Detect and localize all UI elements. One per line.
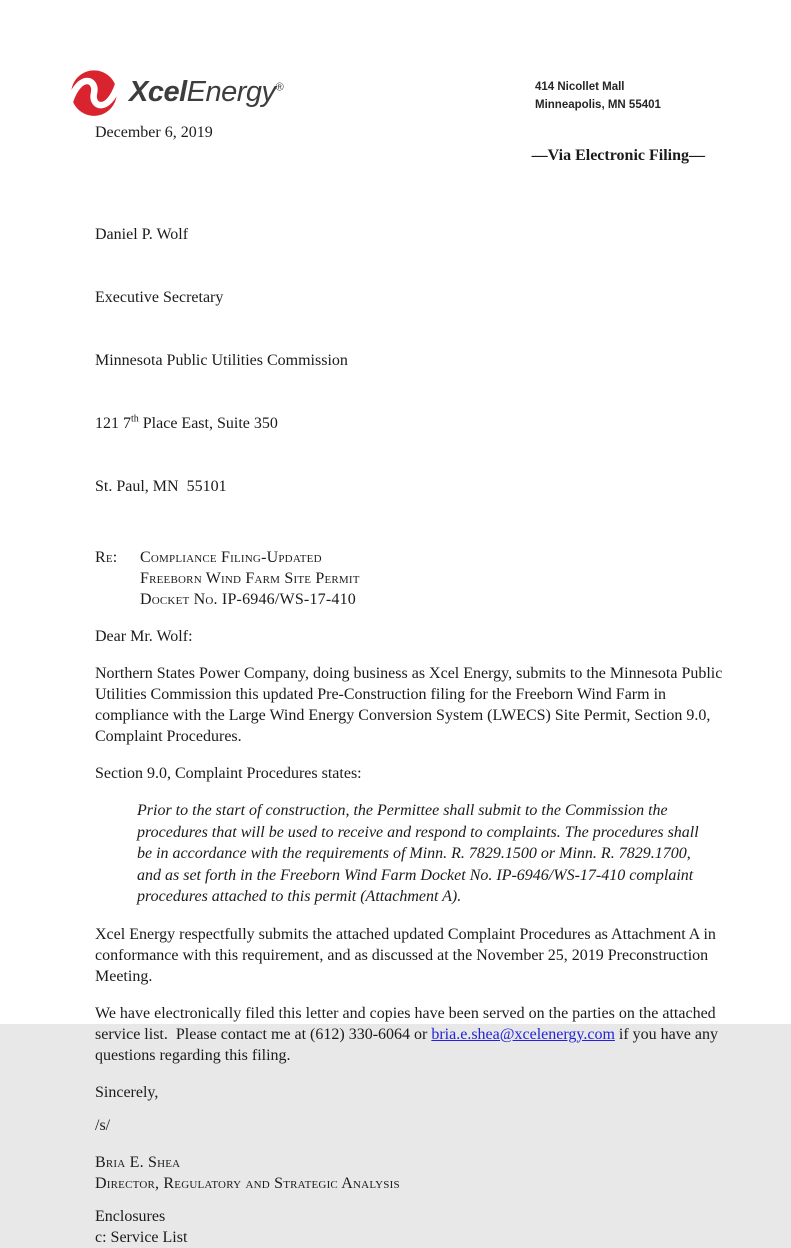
- recipient-street: [95, 413, 725, 434]
- signature-slash-mark: /s/: [95, 1116, 111, 1134]
- subject-block: [95, 547, 725, 610]
- enclosure-block: [95, 1206, 725, 1248]
- body-paragraph-4: [95, 1003, 725, 1066]
- via-electronic-filing: —Via Electronic Filing—: [531, 147, 705, 164]
- recipient-name: Daniel P. Wolf: [95, 226, 189, 243]
- signature-block: [95, 1152, 725, 1194]
- subject-label: Re:: [95, 549, 118, 566]
- brand-energy: Energy: [186, 75, 276, 108]
- recipient-street-number: 121 7: [95, 415, 131, 432]
- subject-line-3: Docket No. IP-6946/WS-17-410: [140, 591, 356, 608]
- cc-service-list: c: Service List: [95, 1228, 188, 1246]
- enclosures-note: Enclosures: [95, 1207, 166, 1225]
- contact-email-link[interactable]: bria.e.shea@xcelenergy.com: [431, 1025, 615, 1043]
- recipient-street-ordinal: th: [131, 413, 139, 425]
- recipient-city-state-zip: St. Paul, MN 55101: [95, 478, 227, 495]
- body-paragraph-4-pre: We have electronically filed this letter and copies have been served on the parties on the attached service list. Please contact me at (612) 330-6064 or: [95, 1004, 720, 1043]
- body-paragraph-4-post: if you have any questions regarding this filing.: [95, 1025, 722, 1064]
- recipient-title: Executive Secretary: [95, 289, 224, 306]
- company-address: [535, 78, 661, 114]
- signer-name: Bria E. Shea: [95, 1153, 181, 1171]
- salutation: Dear Mr. Wolf:: [95, 628, 193, 645]
- subject-line-1: Compliance Filing-Updated: [140, 549, 322, 566]
- body-paragraph-3: Xcel Energy respectfully submits the attached updated Complaint Procedures as Attachment A in conformance with this requirement, and as discussed at the November 25, 2019 Preconstruction Meeting.: [95, 925, 720, 985]
- brand-wordmark: [129, 75, 284, 108]
- company-address-line1: 414 Nicollet Mall: [535, 81, 625, 93]
- closing-sincerely: Sincerely,: [95, 1083, 159, 1101]
- company-address-line2: Minneapolis, MN 55401: [535, 99, 661, 111]
- recipient-address-block: [95, 182, 725, 539]
- subject-line-2: Freeborn Wind Farm Site Permit: [140, 570, 360, 587]
- recipient-street-rest: Place East, Suite 350: [138, 415, 278, 432]
- permit-quote-paragraph: Prior to the start of construction, the Permittee shall submit to the Commission the procedures that will be used to receive and respond to complaints. The procedures shall be in accordance with the requirements of Minn. R. 7829.1500 or Minn. R. 7829.1700, and as set forth in the Freeborn Wind Farm Docket No. IP-6946/WS-17-410 complaint procedures attached to this permit (Attachment A).: [137, 802, 703, 905]
- signer-title: Director, Regulatory and Strategic Analysis: [95, 1174, 400, 1192]
- xcel-energy-logo-icon: [68, 66, 120, 118]
- registered-trademark-symbol: ®: [275, 80, 284, 93]
- body-paragraph-1: Northern States Power Company, doing business as Xcel Energy, submits to the Minnesota Public Utilities Commission this updated Pre-Construction filing for the Freeborn Wind Farm in compliance with the Large Wind Energy Conversion System (LWECS) Site Permit, Section 9.0, Complaint Procedures.: [95, 665, 727, 745]
- letter-date: December 6, 2019: [95, 124, 213, 141]
- brand-xcel: Xcel: [129, 75, 187, 108]
- body-paragraph-2: Section 9.0, Complaint Procedures states:: [95, 765, 362, 782]
- subject-lines: [140, 547, 360, 610]
- recipient-organization: Minnesota Public Utilities Commission: [95, 352, 348, 369]
